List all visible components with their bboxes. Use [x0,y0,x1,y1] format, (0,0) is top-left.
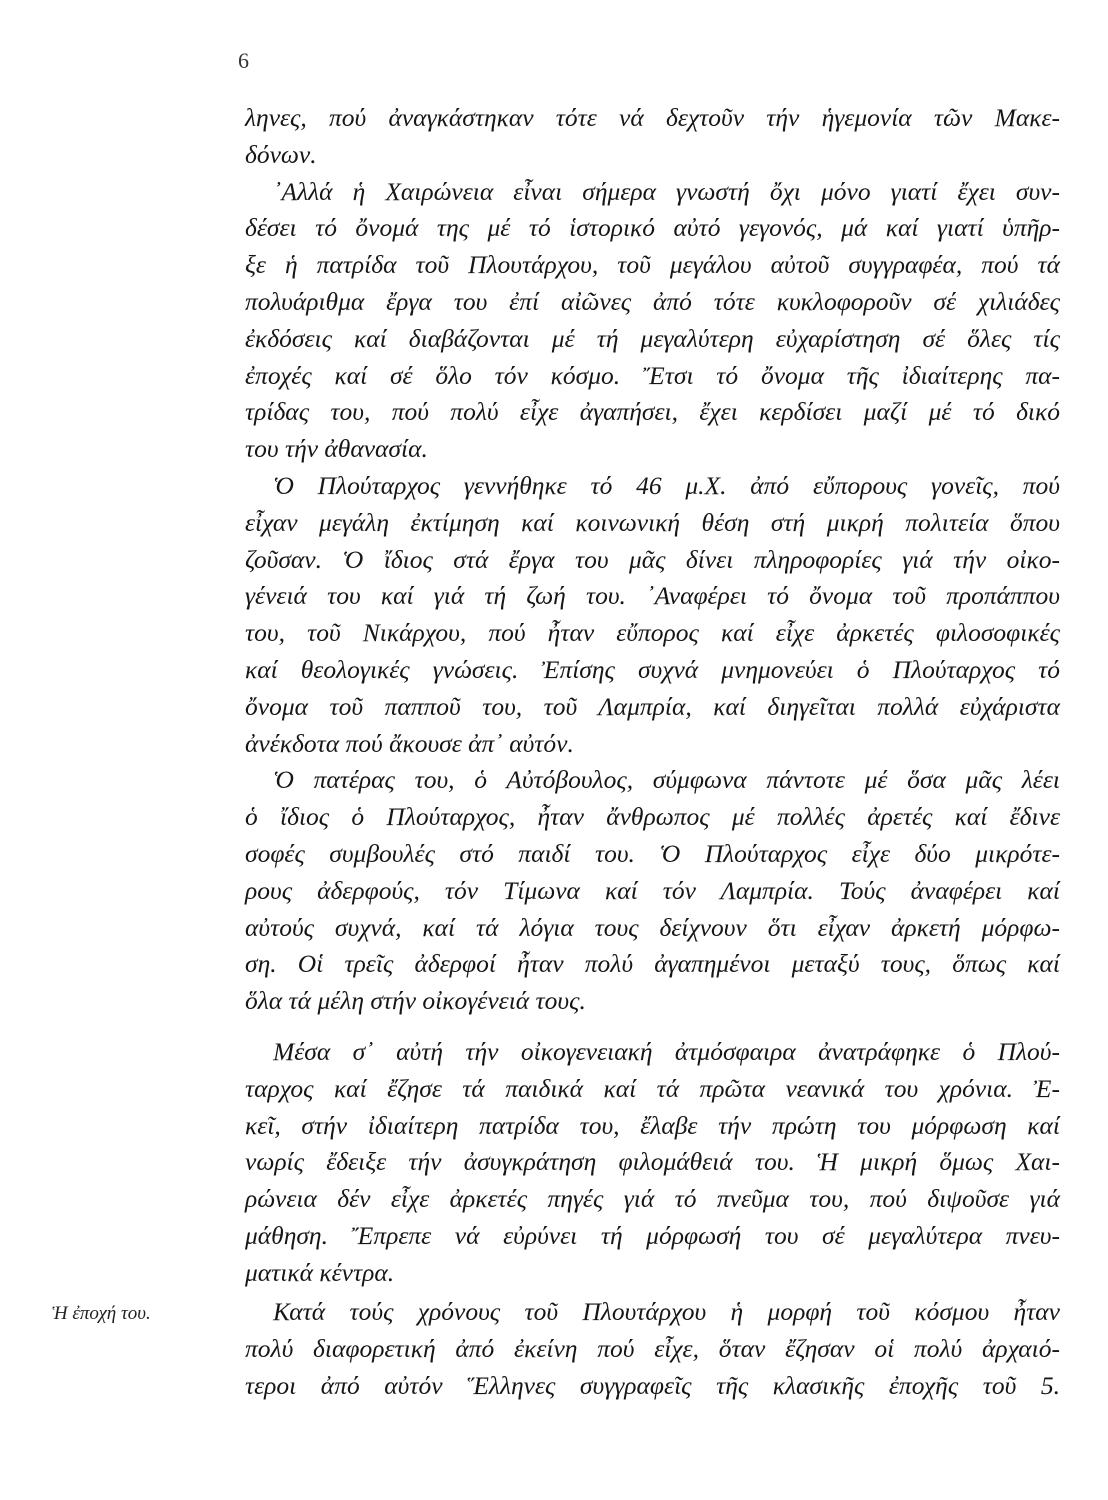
text-line: ἐποχές καί σέ ὅλο τόν κόσμο. Ἔτσι τό ὄνομα τῆς ἰδιαίτερης πα- [245,360,1060,390]
text-line: ματικά κέντρα. [245,1257,395,1287]
text-line: πολύ διαφορετική ἀπό ἐκείνη πού εἶχε, ὅταν ἔζησαν οἱ πολύ ἀρχαιό- [245,1333,1060,1363]
text-line: ταρχος καί ἔζησε τά παιδικά καί τά πρῶτα νεανικά του χρόνια. Ἐ- [245,1073,1060,1103]
paragraph [245,468,1060,762]
text-line: ληνες, πού ἀναγκάστηκαν τότε νά δεχτοῦν τήν ἡγεμονία τῶν Μακε- [245,103,1060,132]
text-line: του, τοῦ Νικάρχου, πού ἦταν εὔπορος καί εἶχε ἀρκετές φιλοσοφικές [245,618,1060,648]
paragraph [245,174,1060,468]
text-line: ὁ ἴδιος ὁ Πλούταρχος, ἦταν ἄνθρωπος μέ πολλές ἀρετές καί ἔδινε [245,802,1060,832]
text-line: εἶχαν μεγάλη ἐκτίμηση καί κοινωνική θέση στή μικρή πολιτεία ὅπου [245,507,1060,537]
text-line: ὅλα τά μέλη στήν οἰκογένειά τους. [245,986,586,1016]
text-line: δόνων. [245,139,317,169]
text-line: Μέσα σ᾿ αὐτή τήν οἰκογενειακή ἀτμόσφαιρα ἀνατράφηκε ὁ Πλού- [273,1036,1060,1066]
text-line: καί θεολογικές γνώσεις. Ἐπίσης συχνά μνημονεύει ὁ Πλούταρχος τό [245,654,1060,684]
text-line: του τήν ἀθανασία. [245,434,428,464]
paragraph [245,100,1060,174]
text-line: αὐτούς συχνά, καί τά λόγια τους δείχνουν ὅτι εἶχαν ἀρκετή μόρφω- [245,912,1060,942]
text-line: δέσει τό ὄνομά της μέ τό ἱστορικό αὐτό γεγονός, μά καί γιατί ὑπῆρ- [245,213,1060,243]
text-line: ρους ἀδερφούς, τόν Τίμωνα καί τόν Λαμπρία. Τούς ἀναφέρει καί [245,875,1060,905]
text-line: σοφές συμβουλές στό παιδί του. Ὁ Πλούταρχος εἶχε δύο μικρότε- [245,838,1060,868]
main-text [245,100,1060,1292]
paragraph [245,1034,1060,1292]
text-line: Κατά τούς χρόνους τοῦ Πλουτάρχου ἡ μορφή τοῦ κόσμου ἦταν [273,1297,1060,1326]
page-number: 6 [238,48,249,73]
text-line: πολυάριθμα ἔργα του ἐπί αἰῶνες ἀπό τότε κυκλοφοροῦν σέ χιλιάδες [245,286,1060,316]
section-the-era [245,1294,1060,1404]
text-line: Ὁ πατέρας του, ὁ Αὐτόβουλος, σύμφωνα πάντοτε μέ ὅσα μᾶς λέει [273,765,1060,795]
paragraph [245,762,1060,1020]
text-line: κεῖ, στήν ἰδιαίτερη πατρίδα του, ἔλαβε τήν πρώτη του μόρφωση καί [245,1110,1060,1140]
text-line: ξε ἡ πατρίδα τοῦ Πλουτάρχου, τοῦ μεγάλου αὐτοῦ συγγραφέα, πού τά [245,250,1060,280]
text-line: ὄνομα τοῦ παπποῦ του, τοῦ Λαμπρία, καί διηγεῖται πολλά εὐχάριστα [245,691,1060,721]
text-line: ᾿Αλλά ἡ Χαιρώνεια εἶναι σήμερα γνωστή ὄχι μόνο γιατί ἔχει συν- [273,176,1060,206]
text-line: τρίδας του, πού πολύ εἶχε ἀγαπήσει, ἔχει κερδίσει μαζί μέ τό δικό [245,397,1060,427]
text-line: τεροι ἀπό αὐτόν Ἕλληνες συγγραφεῖς τῆς κλασικῆς ἐποχῆς τοῦ 5. [245,1370,1060,1400]
text-line: μάθηση. Ἔπρεπε νά εὐρύνει τή μόρφωσή του σέ μεγαλύτερα πνευ- [245,1220,1060,1250]
text-line: ση. Οἱ τρεῖς ἀδερφοί ἦταν πολύ ἀγαπημένοι μεταξύ τους, ὅπως καί [245,949,1060,979]
margin-note: Ἡ ἐποχή του. [52,1303,151,1324]
text-line: ἀνέκδοτα πού ἄκουσε ἀπ᾿ αὐτόν. [245,728,574,758]
text-line: νωρίς ἔδειξε τήν ἀσυγκράτηση φιλομάθειά του. Ἡ μικρή ὅμως Χαι- [245,1147,1060,1177]
text-line: ρώνεια δέν εἶχε ἀρκετές πηγές γιά τό πνεῦμα του, πού διψοῦσε γιά [245,1184,1060,1214]
paragraph-gap [245,1020,1060,1034]
text-line: ζοῦσαν. Ὁ ἴδιος στά ἔργα του μᾶς δίνει πληροφορίες γιά τήν οἰκο- [245,544,1060,574]
text-line: ἐκδόσεις καί διαβάζονται μέ τή μεγαλύτερη εὐχαρίστηση σέ ὅλες τίς [245,323,1060,353]
text-line: γένειά του καί γιά τή ζωή του. ᾿Αναφέρει τό ὄνομα τοῦ προπάππου [245,581,1060,611]
text-line: Ὁ Πλούταρχος γεννήθηκε τό 46 μ.Χ. ἀπό εὔπορους γονεῖς, πού [273,470,1060,500]
